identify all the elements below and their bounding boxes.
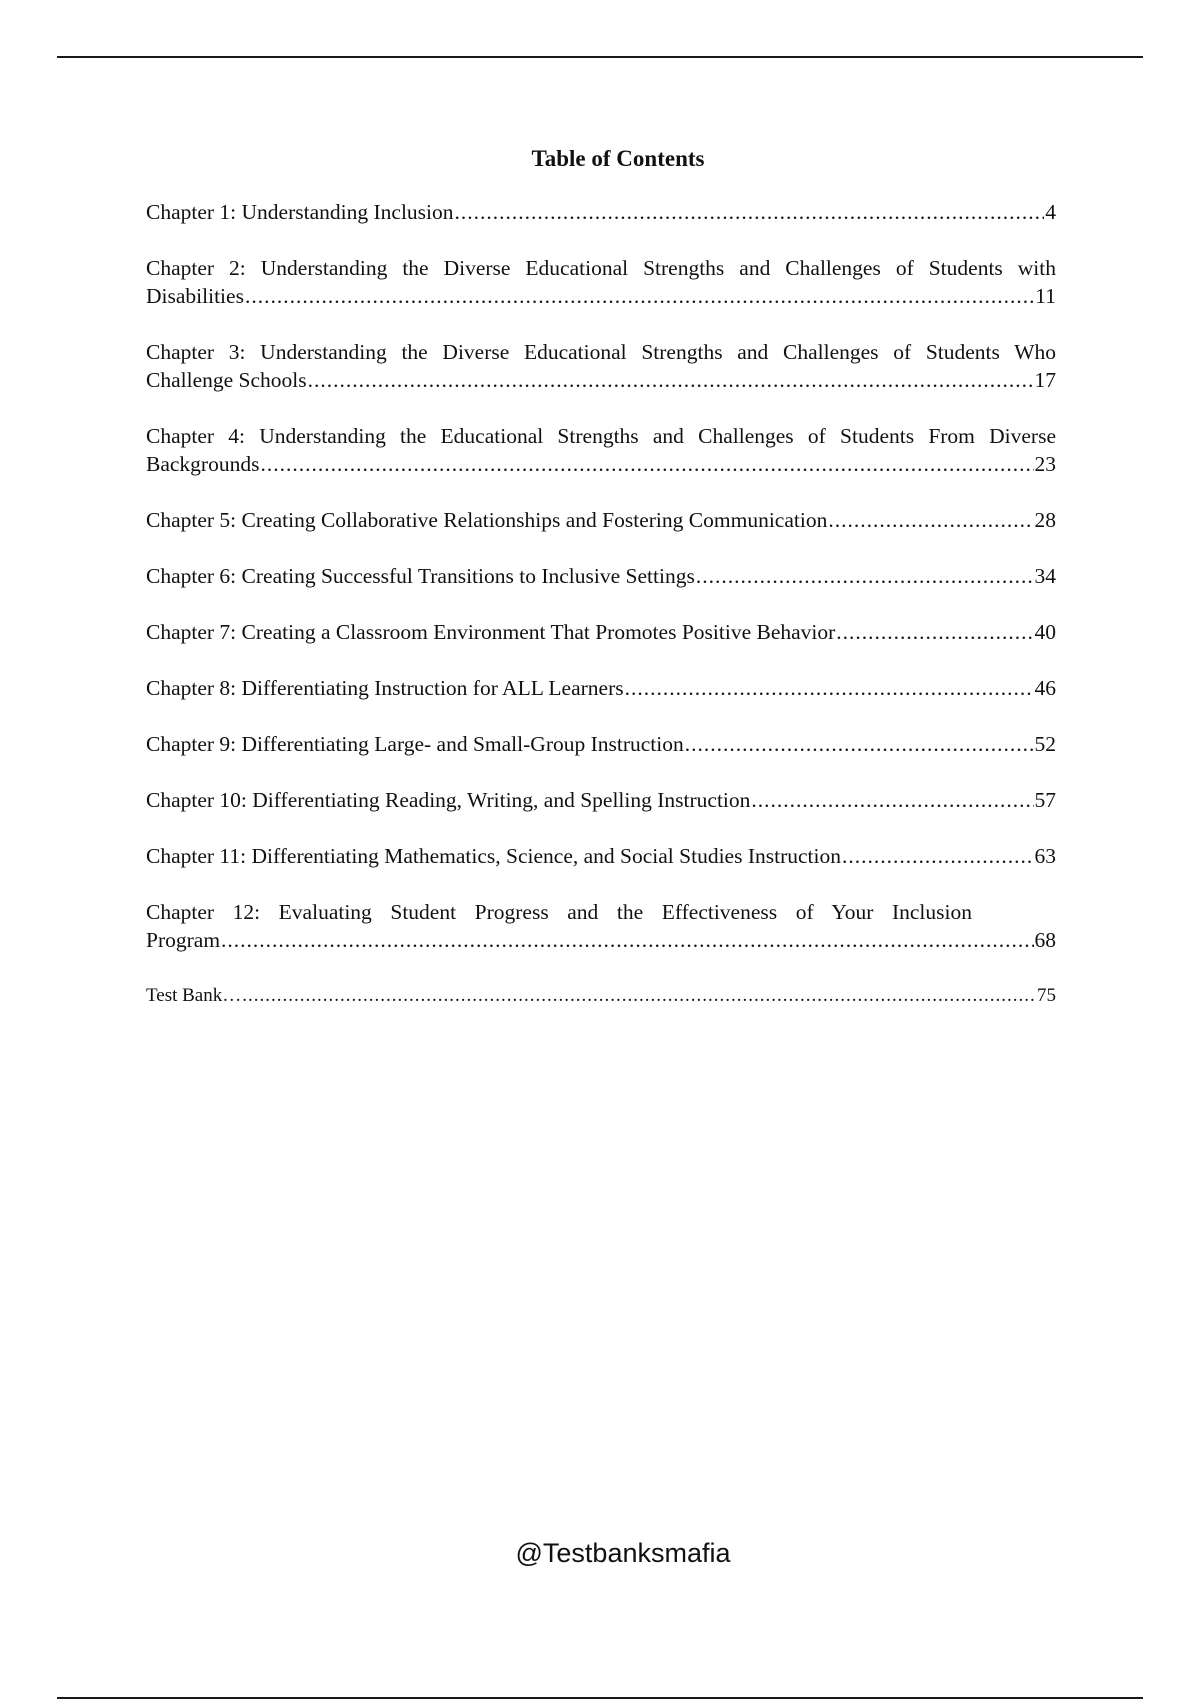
toc-page-number: 4 bbox=[1045, 200, 1056, 224]
dot-leader bbox=[245, 282, 1034, 310]
toc-entry-title: Chapter 9: Differentiating Large- and Small-Group Instruction bbox=[146, 732, 684, 756]
toc-page-number: 63 bbox=[1034, 844, 1056, 868]
toc-entry-title-continued: Disabilities bbox=[146, 284, 244, 308]
top-divider bbox=[57, 56, 1143, 58]
toc-entry-title: Chapter 1: Understanding Inclusion bbox=[146, 200, 454, 224]
toc-entry-title: Chapter 2: Understanding the Diverse Educational Strengths and Challenges of Students with bbox=[146, 256, 1056, 280]
toc-entry-title: Chapter 5: Creating Collaborative Relationships and Fostering Communication bbox=[146, 508, 828, 532]
dot-leader bbox=[221, 926, 1033, 954]
toc-entry-title-continued: Program bbox=[146, 928, 221, 952]
dot-leader bbox=[696, 562, 1034, 590]
toc-entry-title: Chapter 12: Evaluating Student Progress and the Effectiveness of Your Inclusion bbox=[146, 900, 972, 924]
toc-page-number: 34 bbox=[1034, 564, 1056, 588]
toc-entry-chapter-5[interactable] bbox=[146, 506, 1056, 534]
toc-entry-title-continued: Backgrounds bbox=[146, 452, 260, 476]
dot-leader bbox=[625, 674, 1034, 702]
toc-entry-title-continued: Challenge Schools bbox=[146, 368, 307, 392]
toc-page-number: 11 bbox=[1035, 284, 1056, 308]
toc-entry-title: Chapter 8: Differentiating Instruction for ALL Learners bbox=[146, 676, 624, 700]
toc-entry-title: Chapter 3: Understanding the Diverse Educational Strengths and Challenges of Students Who bbox=[146, 340, 1056, 364]
toc-entry-title: Chapter 7: Creating a Classroom Environment That Promotes Positive Behavior bbox=[146, 620, 836, 644]
toc-entry-chapter-1[interactable] bbox=[146, 198, 1056, 226]
toc-page-number: 57 bbox=[1034, 788, 1056, 812]
toc-page-number: 75 bbox=[1037, 985, 1056, 1006]
dot-leader bbox=[260, 450, 1033, 478]
toc-entry-title: Chapter 6: Creating Successful Transitions to Inclusive Settings bbox=[146, 564, 695, 588]
toc-entry-title: Chapter 10: Differentiating Reading, Writing, and Spelling Instruction bbox=[146, 788, 751, 812]
toc-entry-chapter-9[interactable] bbox=[146, 730, 1056, 758]
toc-entry-title: Test Bank… bbox=[146, 985, 242, 1006]
toc-page-number: 68 bbox=[1034, 928, 1056, 952]
toc-entry-test-bank[interactable] bbox=[146, 982, 1056, 1010]
page-title: Table of Contents bbox=[531, 146, 705, 171]
toc-page-number: 52 bbox=[1034, 732, 1056, 756]
toc-entry-chapter-7[interactable] bbox=[146, 618, 1056, 646]
dot-leader bbox=[842, 842, 1034, 870]
dot-leader bbox=[455, 198, 1045, 226]
dot-leader bbox=[828, 506, 1033, 534]
dot-leader bbox=[685, 730, 1034, 758]
toc-page-number: 28 bbox=[1034, 508, 1056, 532]
toc-entry-chapter-6[interactable] bbox=[146, 562, 1056, 590]
dot-leader bbox=[836, 618, 1033, 646]
toc-entry-chapter-3[interactable] bbox=[146, 338, 1056, 394]
toc-entry-chapter-4[interactable] bbox=[146, 422, 1056, 478]
toc-page-number: 17 bbox=[1034, 368, 1056, 392]
toc-entry-title: Chapter 11: Differentiating Mathematics, Science, and Social Studies Instruction bbox=[146, 844, 841, 868]
dot-leader bbox=[751, 786, 1033, 814]
toc-entry-chapter-11[interactable] bbox=[146, 842, 1056, 870]
toc-entry-chapter-12[interactable] bbox=[146, 898, 1056, 954]
toc-entry-chapter-10[interactable] bbox=[146, 786, 1056, 814]
toc-entry-title: Chapter 4: Understanding the Educational Strengths and Challenges of Students From Diverse bbox=[146, 424, 1056, 448]
dot-leader bbox=[242, 982, 1036, 1010]
watermark-text: @Testbanksmafia bbox=[515, 1538, 731, 1568]
dot-leader bbox=[308, 366, 1034, 394]
toc-entry-chapter-8[interactable] bbox=[146, 674, 1056, 702]
table-of-contents bbox=[146, 198, 1056, 1038]
toc-page-number: 40 bbox=[1034, 620, 1056, 644]
bottom-divider bbox=[57, 1697, 1143, 1699]
toc-page-number: 23 bbox=[1034, 452, 1056, 476]
toc-page-number: 46 bbox=[1034, 676, 1056, 700]
toc-entry-chapter-2[interactable] bbox=[146, 254, 1056, 310]
